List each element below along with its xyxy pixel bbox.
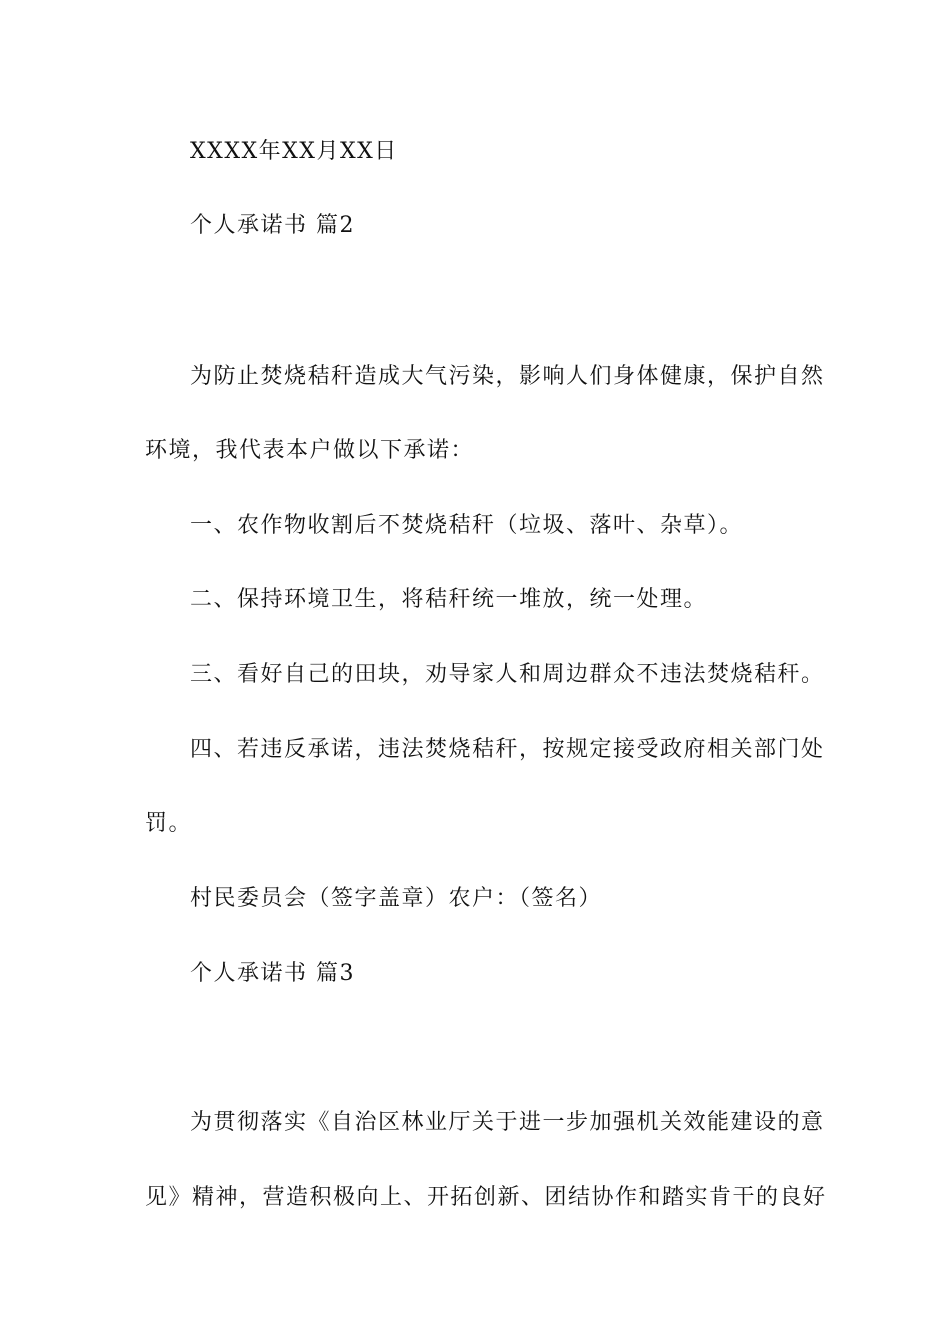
signature-line: 村民委员会（签字盖章）农户：（签名） [190,886,603,911]
paragraph-line: 环境，我代表本户做以下承诺： [145,438,475,463]
list-item-3: 三、看好自己的田块，劝导家人和周边群众不违法焚烧秸秆。 [190,662,825,687]
paragraph-line: 为贯彻落实《自治区林业厅关于进一步加强机关效能建设的意 [190,1110,825,1135]
section-heading-3: 个人承诺书 篇3 [190,961,355,986]
date-line: XXXX年XX月XX日 [190,139,398,164]
list-item-1: 一、农作物收割后不焚烧秸秆（垃圾、落叶、杂草）。 [190,513,744,538]
list-item-4: 四、若违反承诺，违法焚烧秸秆，按规定接受政府相关部门处 [190,737,825,762]
section-heading-2: 个人承诺书 篇2 [190,213,355,238]
paragraph-line: 见》精神，营造积极向上、开拓创新、团结协作和踏实肯干的良好 [145,1185,827,1210]
list-item-2: 二、保持环境卫生，将秸秆统一堆放，统一处理。 [190,587,708,612]
list-item-4-continuation: 罚。 [145,811,193,836]
paragraph-line: 为防止焚烧秸秆造成大气污染，影响人们身体健康，保护自然 [190,364,825,389]
